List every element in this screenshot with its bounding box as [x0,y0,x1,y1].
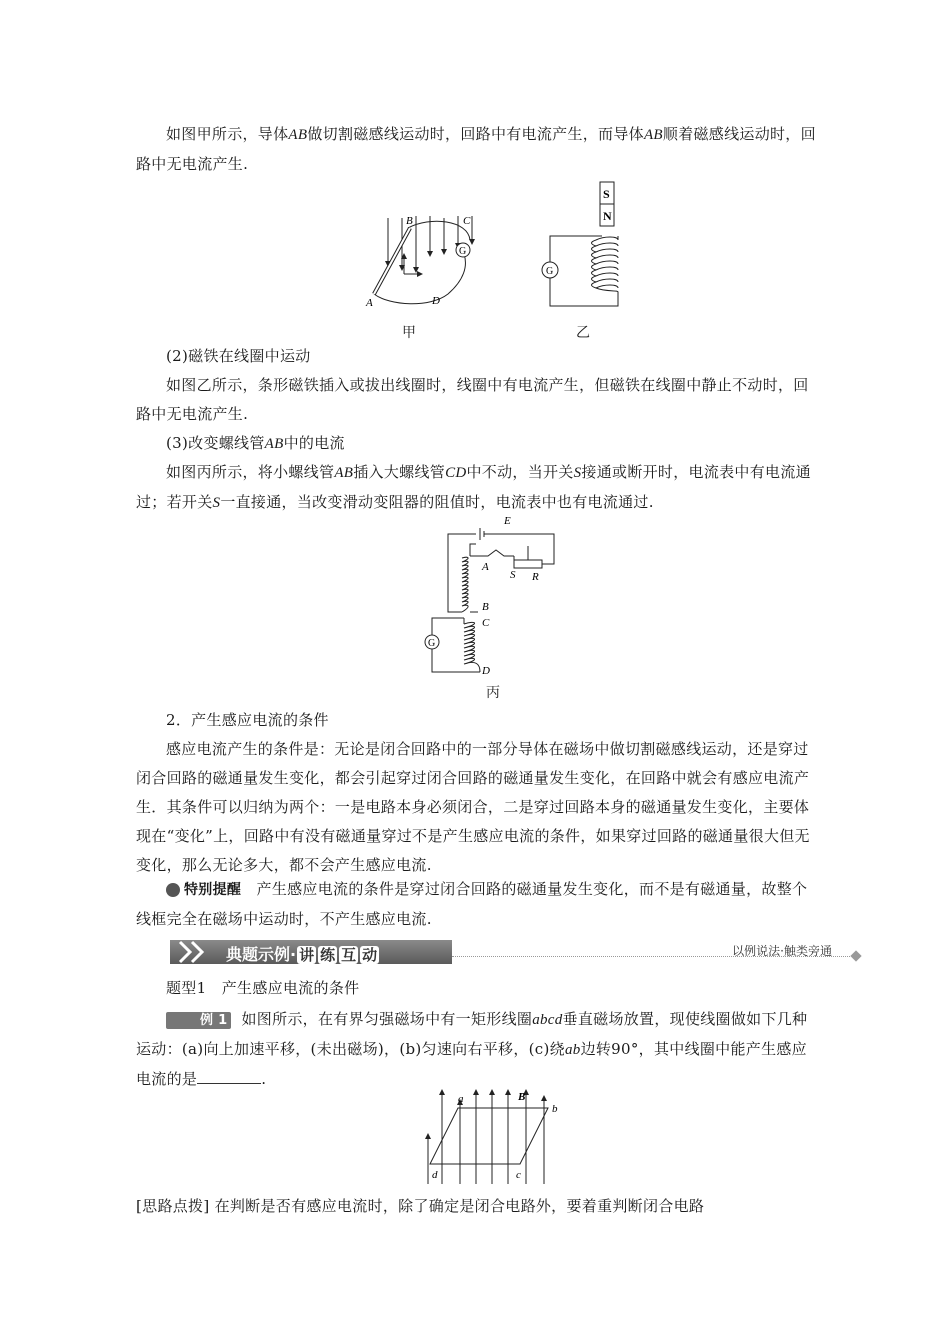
symbol: abcd [532,1012,563,1028]
figure-yi [536,180,626,310]
banner-highlight: 互 [341,946,357,964]
symbol: AB [264,436,284,452]
heading-2: (2)磁铁在线圈中运动 [166,347,311,365]
example-badge: 例 1 [166,1012,231,1029]
figure-jia [360,206,490,314]
magnet-north-label: N [603,209,612,223]
text: . [261,1070,267,1088]
symbol: AB [334,465,354,481]
label-d: d [432,1169,438,1181]
symbol: ab [564,1042,581,1058]
galvanometer-label: G [546,266,554,277]
magnet-south-label: S [603,187,610,201]
hint-paragraph: [思路点拨] 在判断是否有感应电流时，除了确定是闭合电路外，要着重判断闭合电路 [136,1197,705,1215]
galvanometer-label: G [428,638,436,649]
banner-title [226,942,380,965]
label-s: S [510,569,516,581]
galvanometer-label: G [459,246,467,257]
caption-yi: 乙 [576,325,590,341]
text: 中的电流 [283,434,345,452]
label-b: B [406,215,413,227]
text: 垂直磁场放置，现使线圈做如下几种运动：(a)向上加速平移，(未出磁场)，(b)匀速向右平移，(c)绕 [136,1010,808,1058]
section-banner [170,936,860,972]
special-tip [136,875,816,934]
heading-3 [136,429,816,459]
label-a: a [458,1093,464,1105]
question-type: 题型1 产生感应电流的条件 [166,979,360,997]
label-c: c [516,1169,521,1181]
text: 做切割磁感线运动时，回路中有电流产生，而导体 [307,125,644,143]
banner-title-text: 典题示例 [226,945,291,964]
label-d: D [432,295,440,307]
banner-highlight: 练 [320,946,336,964]
label-a: A [366,297,373,309]
banner-subtitle: 以例说法·触类旁通 [732,944,832,958]
tip-label: 特别提醒 [184,882,242,898]
label-b: B [482,601,489,613]
text: 如图所示，在有界匀强磁场中有一矩形线圈 [241,1010,533,1028]
symbol: AB [288,127,308,143]
text: 中不动，当开关 [466,463,574,481]
text: 接通或断开时，电流表中有电流通过；若开关 [136,463,811,511]
section-2-title: 2．产生感应电流的条件 [166,711,329,729]
paragraph-3 [136,458,816,518]
symbol: S [573,465,582,481]
symbol: AB [643,127,663,143]
double-chevron-icon [176,940,216,964]
figure-bing [418,512,568,678]
text: 插入大螺线管 [353,463,446,481]
label-a: A [482,561,489,573]
banner-left [170,940,452,964]
text: 如图甲所示，导体 [166,125,289,143]
answer-blank[interactable] [197,1068,261,1084]
label-e: E [504,515,511,527]
label-field-b: B [518,1091,526,1103]
tip-icon [166,883,180,897]
label-c: C [482,617,490,629]
text: (3)改变螺线管 [166,434,265,452]
banner-highlight: 动 [362,946,378,964]
diamond-icon [850,950,861,961]
label-r: R [532,571,539,583]
banner-highlight: 讲 [299,946,315,964]
caption-bing: 丙 [486,685,500,701]
label-d: D [482,665,490,677]
paragraph-1 [136,120,816,179]
caption-jia: 甲 [402,325,416,341]
label-b: b [552,1103,558,1115]
symbol: CD [445,465,467,481]
paragraph-2: 如图乙所示，条形磁铁插入或拔出线圈时，线圈中有电流产生，但磁铁在线圈中静止不动时，回路中无电流产生. [136,376,809,423]
tip-text: 产生感应电流的条件是穿过闭合回路的磁通量发生变化，而不是有磁通量，故整个线框完全在磁场中运动时，不产生感应电流. [136,880,808,928]
text: 如图丙所示，将小螺线管 [166,463,335,481]
paragraph-4: 感应电流产生的条件是：无论是闭合回路中的一部分导体在磁场中做切割磁感线运动，还是穿过闭合回路的磁通量发生变化，都会引起穿过闭合回路的磁通量发生变化，在回路中就会有感应电流产生．其条件可以归纳为两个：一是电路本身必须闭合，二是穿过回路本身的磁通量发生变化，主要体现在“变化”上，回路中有没有磁通量穿过不是产生感应电流的条件，如果穿过回路的磁通量很大但无变化，那么无论多大，都不会产生感应电流. [136,740,810,874]
figure-example [420,1088,570,1190]
banner-dot: · [290,945,297,964]
example-1 [136,1005,816,1094]
label-c: C [463,215,471,227]
symbol: S [212,495,221,511]
text: 边转90°，其中线圈中能产生感应电流的是 [136,1040,807,1088]
text: 一直接通，当改变滑动变阻器的阻值时，电流表中也有电流通过. [220,493,654,511]
text: 顺着磁感线运动时，回路中无电流产生. [136,125,816,173]
